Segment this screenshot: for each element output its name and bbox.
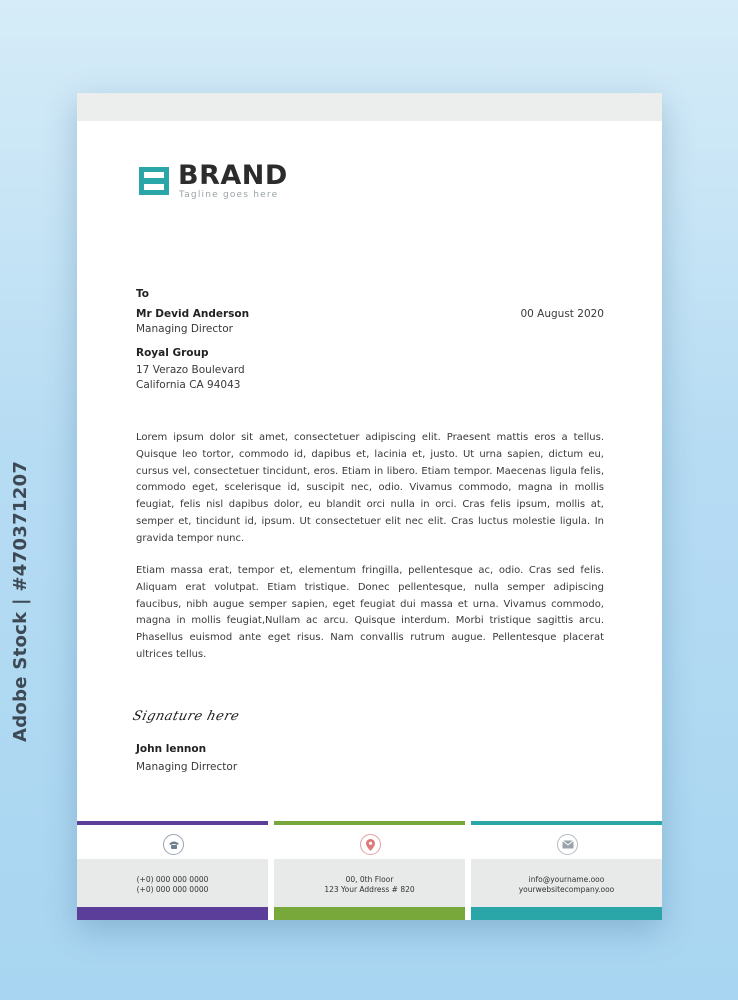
footer-accent-bar [77,821,268,825]
recipient-name: Mr Devid Anderson [136,308,250,320]
footer-contact [471,821,662,920]
brand-name: BRAND [178,160,288,191]
footer-accent-bar [274,821,465,825]
location-pin-icon [360,834,381,855]
to-label: To [136,288,149,300]
brand-tagline: Tagline goes here [179,190,279,200]
mail-icon [557,834,578,855]
header-band [77,93,662,121]
phone-icon [163,834,184,855]
footer-address [274,821,465,920]
website-address: yourwebsitecompany.ooo [518,885,615,894]
footer-accent-bar [471,821,662,825]
footer-bottom-bar [77,907,268,920]
letterhead-sheet [77,93,662,920]
footer-phone [77,821,268,920]
signature: Signature here [131,709,241,724]
footer-bottom-bar [471,907,662,920]
email-address: info@yourname.ooo [528,875,605,884]
body-paragraph-2: Etiam massa erat, tempor et, elementum fringilla, pellentesque ac, odio. Cras sed felis. Aliquam erat volutpat. Etiam tristique. Donec pellentesque, nulla semper adipiscing faucibus, nibh augue semper sapien, eget feugiat dui massa et urna. Vivamus commodo, magna in mollis feugiat,Nullam ac arcu. Quisque interdum. Morbi tristique sagittis arcu. Phasellus euismod ante eget risus. Nam convallis rutrum augue. Pellentesque placerat ultrices tellus. [136,565,604,660]
address-footer-line-1: 00, 0th Floor [345,875,394,884]
company-name: Royal Group [136,347,209,359]
stock-credit: Adobe Stock | #470371207 [10,460,31,742]
body-paragraph-1: Lorem ipsum dolor sit amet, consectetuer adipiscing elit. Praesent mattis eros a tellus. Quisque leo tortor, commodo id, dapibus et, lacinia et, justo. Ut urna sapien, dictum eu, cursus vel, consectetuer tincidunt, eros. Etiam in libero. Etiam tempor. Maecenas ligula felis, commodo eget, scelerisque id, suscipit nec, odio. Vivamus commodo, magna in mollis feugiat, felis nisl dapibus dolor, eu blandit orci nulla in orci. Cras felis ipsum, mollis at, semper et, tincidunt id, ipsum. Ut consectetuer elit nec elit. Cras luctus molestie ligula. In gravida tempor nunc. [136,432,604,544]
signer-title: Managing Dirrector [136,761,238,773]
recipient-title: Managing Director [136,323,234,335]
letter-date: 00 August 2020 [520,308,604,320]
footer-bottom-bar [274,907,465,920]
address-footer-line-2: 123 Your Address # 820 [324,885,415,894]
brand-logo-icon [136,164,172,198]
address-line-2: California CA 94043 [136,379,241,391]
phone-number-2: (+0) 000 000 0000 [136,885,209,894]
signer-name: John lennon [136,743,207,755]
phone-number-1: (+0) 000 000 0000 [136,875,209,884]
address-line-1: 17 Verazo Boulevard [136,364,245,376]
